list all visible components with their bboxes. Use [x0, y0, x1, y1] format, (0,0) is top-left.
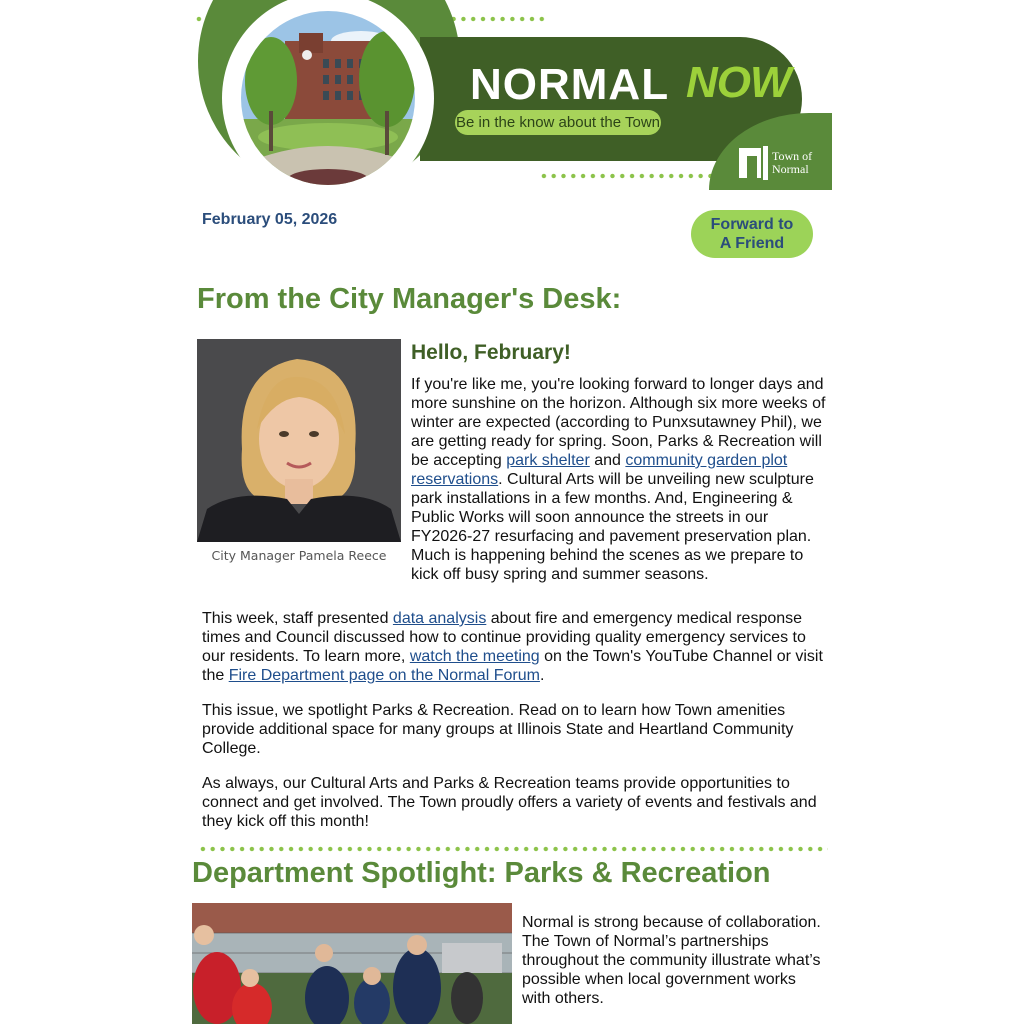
forward-to-friend-button[interactable] — [691, 210, 813, 258]
manager-paragraph-4: As always, our Cultural Arts and Parks & Recreation teams provide opportunities to connect and get involved. The Town proudly offers a variety of events and festivals and they kick off this month! — [202, 775, 817, 830]
fire-department-link[interactable]: Fire Department page on the Normal Forum — [228, 667, 540, 684]
p2-text-3: on the Town's YouTube Channel or visit the — [202, 648, 823, 684]
issue-date: February 05, 2026 — [202, 211, 338, 228]
header-dots-bottom — [539, 173, 717, 179]
spotlight-intro: Normal is strong because of collaboration. The Town of Normal’s partnerships throughout the community illustrate what’s possible when local government works with others. — [522, 914, 821, 1007]
town-logo-text — [772, 150, 812, 176]
watch-meeting-link[interactable]: watch the meeting — [409, 648, 540, 665]
manager-section-heading: From the City Manager's Desk: — [197, 283, 622, 315]
forward-line1: Forward to — [710, 216, 794, 233]
parks-baseball-photo — [192, 903, 512, 1024]
manager-paragraph-1 — [411, 375, 829, 584]
spotlight-heading: Department Spotlight: Parks & Recreation — [192, 857, 771, 889]
data-analysis-link[interactable]: data analysis — [392, 610, 487, 627]
manager-paragraph-3: This issue, we spotlight Parks & Recreation. Read on to learn how Town amenities provide additional space for many groups at Illinois State and Heartland Community College. — [202, 702, 794, 757]
p1-text-1: If you're like me, you're looking forward to longer days and more sunshine on the horizon. Although six more weeks of winter are expected (according to Punxsutawney Phil), we are getting ready for spring. Soon, Parks & Recreation will be accepting — [411, 376, 826, 469]
logo-line2: Normal — [772, 162, 809, 176]
community-garden-link[interactable]: community garden plot reservations — [411, 452, 788, 488]
tagline-pill: Be in the know about the Town — [455, 110, 661, 135]
brand-normal: NORMAL — [470, 60, 670, 109]
p2-text-1: This week, staff presented — [202, 610, 393, 627]
portrait-caption: City Manager Pamela Reece — [211, 548, 387, 563]
p1-text-3: . Cultural Arts will be unveiling new sculpture park installations in a few months. And, Engineering & Public Works will soon announce the streets in our FY2026-27 resurfacing and pavement preservation plan. Much is happening behind the scenes as we prepare to kick off busy spring and summer seasons. — [411, 471, 814, 583]
uptown-building-photo — [241, 11, 415, 185]
town-logo-icon — [739, 146, 769, 180]
park-shelter-link[interactable]: park shelter — [506, 452, 590, 469]
p2-text-2: about fire and emergency medical response times and Council discussed how to continue providing quality emergency services to our residents. To learn more, — [202, 610, 806, 665]
p1-text-2: and — [589, 452, 626, 469]
greeting-heading: Hello, February! — [411, 341, 571, 364]
city-manager-portrait — [197, 339, 401, 542]
p2-text-4: . — [539, 667, 545, 684]
logo-line1: Town of — [772, 149, 813, 163]
manager-paragraph-2 — [202, 609, 826, 685]
section-divider — [198, 846, 828, 852]
forward-line2: A Friend — [719, 235, 785, 252]
brand-now: NOW — [686, 58, 791, 107]
